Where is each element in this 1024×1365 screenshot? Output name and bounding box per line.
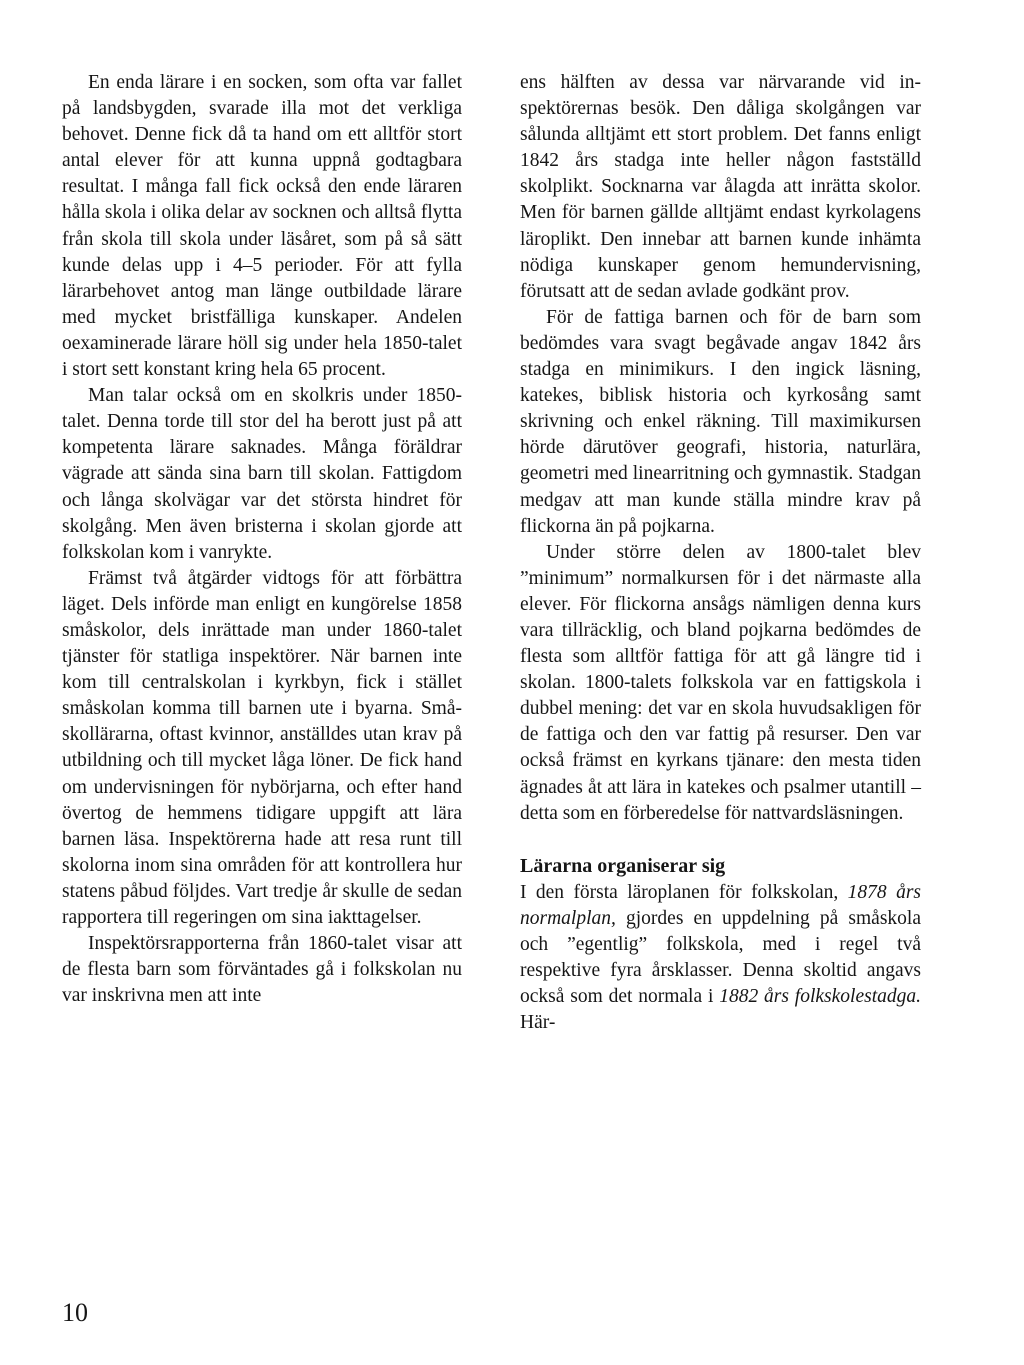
paragraph: Inspektörsrapporterna från 1860-talet visar att de flesta barn som förväntades gå i folkskolan nu var inskrivna men att inte [62, 933, 462, 1007]
right-column [520, 70, 921, 1036]
italic-title: 1882 års folkskolestadga. [719, 986, 921, 1008]
text-run: gjordes en uppdelning på småskola och ”egentlig” folkskola, med i regel två respektive fyra årsklasser. Denna skoltid angavs också som det normala i [520, 907, 921, 1008]
left-column [62, 70, 462, 1009]
paragraph: Främst två åtgärder vidtogs för att förbättra läget. Dels införde man enligt en kungörelse 1858 småskolor, dels inrättade man under 1860-talet tjänster för statliga inspektörer. När barnen inte kom till centralskolan i kyrkbyn, fick i stället småskolan komma till barnen ute i byarna. Småskollärarna, oftast kvinnor, anställdes utan krav på utbildning och till mycket låga löner. De fick hand om undervisningen för nybörjarna, och efter hand övertog de hemmens tidigare uppgift att lära barnen läsa. Inspektörerna hade att resa runt till skolorna inom sina områden för att kontrollera hur statens påbud följdes. Vart tredje år skulle de sedan rapportera till regeringen om sina iakttagelser. [62, 567, 462, 928]
page-number: 10 [62, 1298, 88, 1327]
italic-title: 1878 års normalplan, [520, 881, 921, 929]
paragraph: Man talar också om en skolkris under 1850-talet. Denna torde till stor del ha berott just på att kompetenta lärare saknades. Många föräldrar vägrade att sända sina barn till skolan. Fattigdom och långa skolvägar var det största hindret för skolgång. Men även bristerna i skolan gjorde att folkskolan kom i vanrykte. [62, 385, 462, 563]
text-run: Här- [520, 1012, 556, 1034]
paragraph: ens hälften av dessa var närvarande vid inspektörernas besök. Den dåliga skolgången var sålunda alltjämt ett stort problem. Det fanns enligt 1842 års stadga inte heller någon fastställd skolplikt. Socknarna var ålagda att inrätta skolor. Men för barnen gällde alltjämt endast kyrkolagens läroplikt. Den innebar att barnen kunde inhämta nödiga kunskaper genom hemundervisning, förutsatt att de sedan avlade godkänt prov. [520, 72, 921, 302]
section-heading: Lärarna organiserar sig [520, 854, 726, 877]
text-run: I den första läroplanen för folkskolan, [520, 881, 848, 903]
paragraph: Under större delen av 1800-talet blev ”minimum” normalkursen för i det närmaste alla elever. För flickorna ansågs nämligen denna kurs vara tillräcklig, och bland pojkarna bedömdes de flesta som alltför fattiga för att gå längre tid i skolan. 1800-talets folkskola var en fattigskola i dubbel mening: det var en skola huvudsakligen för de fattiga och den var fattig på resurser. Den var också främst en kyrkans tjänare: den mesta tiden ägnades åt att lära in katekes och psalmer utantill – detta som en förberedelse för nattvardsläsningen. [520, 541, 921, 824]
paragraph: För de fattiga barnen och för de barn som bedömdes vara svagt begåvade angav 1842 års stadga en minimikurs. I den ingick läsning, katekes, biblisk historia och kyrkosång samt skrivning och enkel räkning. Till maximikursen hörde därutöver geografi, historia, naturlära, geometri med linearritning och gymnastik. Stadgan medgav att man kunde ställa mindre krav på flickorna än på pojkarna. [520, 306, 921, 537]
paragraph [520, 880, 921, 1037]
paragraph: En enda lärare i en socken, som ofta var fallet på landsbygden, svarade illa mot det verkliga behovet. Denne fick då ta hand om ett alltför stort antal elever för att kunna uppnå godtagbara resultat. I många fall fick också den ende läraren hålla skola i olika delar av socknen och alltså flytta från skola till skola under läsåret, som på så sätt kunde delas upp i 4–5 perioder. För att fylla lärarbehovet antog man länge outbildade lärare med mycket bristfälliga kunskaper. Andelen oexaminerade lärare höll sig under hela 1850-talet i stort sett konstant kring hela 65 procent. [62, 72, 462, 381]
